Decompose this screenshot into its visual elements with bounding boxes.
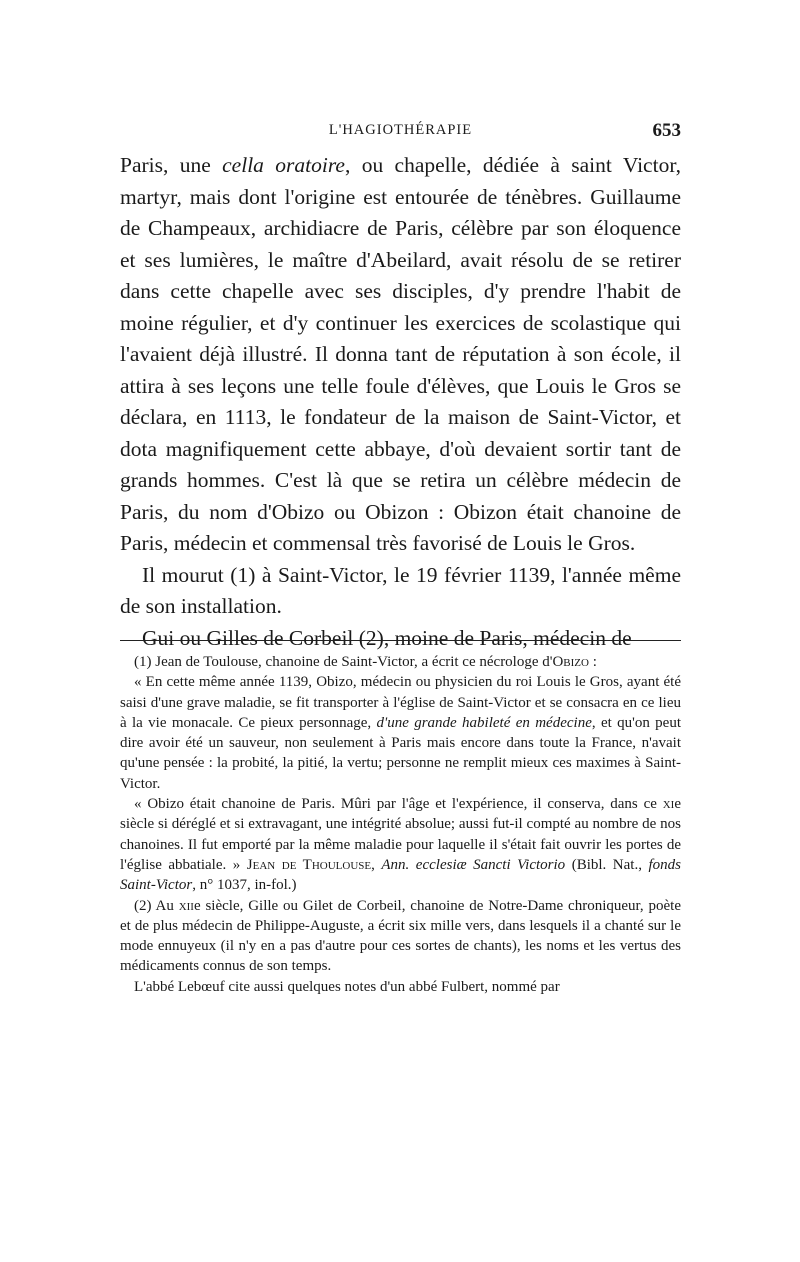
text-run: Paris, une: [120, 153, 223, 177]
page-header: [120, 120, 681, 144]
footnotes: [120, 652, 681, 997]
text-run: , n° 1037, in-fol.): [192, 877, 297, 894]
text-run: (1) Jean de Toulouse, chanoine de Saint-Victor, a écrit ce nécrologe d': [134, 654, 553, 670]
footnote-1-intro: [120, 652, 681, 672]
paragraph-3: Gui ou Gilles de Corbeil (2), moine de Paris, médecin de: [142, 625, 632, 650]
author-name: Jean de Thoulouse: [246, 856, 372, 873]
text-run: , et qu'on peut dire avoir été un sauveur, non seulement à Paris mais encore dans toute la France, n'avait qu'une pensée : la probité, la pitié, la vertu; personne ne remplit mieux ces maximes à Saint-Victor.: [120, 714, 682, 792]
footnote-continuation: L'abbé Lebœuf cite aussi quelques notes d'un abbé Fulbert, nommé par: [134, 978, 560, 995]
italic-run: d'une grande habileté en médecine: [376, 714, 592, 731]
work-title: Ann. ecclesiæ Sancti Victorio: [381, 856, 566, 873]
main-text: [120, 150, 681, 654]
text-run: , ou chapelle, dédiée à saint Victor, martyr, mais dont l'origine est entourée de ténèbres. Guillaume de Champeaux, archidiacre de Paris, célèbre par son éloquence et ses lumières, le maître d'Abeilard, avait résolu de se retirer dans cette chapelle avec ses disciples, d'y prendre l'habit de moine régulier, et d'y continuer les exercices de scolastique qui l'avaient déjà illustré. Il donna tant de réputation à son école, il attira à ses leçons une telle foule d'élèves, que Louis le Gros se déclara, en 1113, le fondateur de la maison de Saint-Victor, et dota magnifiquement cette abbaye, d'où devaient sortir tant de grands hommes. C'est là que se retira un célèbre médecin de Paris, du nom d'Obizo ou Obizon : Obizon était chanoine de Paris, médecin et commensal très favorisé de Louis le Gros.: [120, 153, 681, 555]
smallcaps-run: xi: [662, 796, 675, 813]
paragraph-1: [120, 150, 681, 560]
text-run: « Obizo était chanoine de Paris. Mûri par l'âge et l'expérience, il conserva, dans ce: [134, 796, 663, 813]
footnote-2: [120, 896, 681, 977]
paragraph-2: Il mourut (1) à Saint-Victor, le 19 février 1139, l'année même de son installation.: [120, 562, 681, 618]
text-run: :: [588, 654, 597, 670]
italic-run: fonds Saint-Victor: [120, 856, 681, 894]
page-number: 653: [652, 120, 681, 141]
smallcaps-run: xii: [178, 897, 194, 914]
footnote-1-quote-1: [120, 672, 681, 794]
text-run: e siècle si déréglé et si extravagant, une intégrité absolue; aussi fut-il compté au nombre de nos chanoines. Il fut emporté par la même maladie pour laquelle il s'était fait ouvrir les portes de l'église abbatiale. »: [120, 796, 681, 873]
running-title: L'HAGIOTHÉRAPIE: [328, 122, 473, 138]
text-run: e siècle, Gille ou Gilet de Corbeil, chanoine de Notre-Dame chroniqueur, poète et de plus médecin de Philippe-Auguste, a écrit six mille vers, dans lesquels il a chanté sur le mode ennuyeux (il n'y en a pas d'autre pour ces sortes de chants), les noms et les vertus des médicaments connus de son temps.: [120, 897, 682, 975]
text-run: « En cette même année 1139, Obizo, médecin ou physicien du roi Louis le Gros, ayant été saisi d'une grave maladie, se fit transporter à l'église de Saint-Victor et se consacra en ce lieu à la vie monacale. Ce pieux personnage,: [120, 674, 681, 731]
footnote-divider: [120, 640, 681, 641]
footnote-1-quote-2: [120, 794, 681, 895]
text-run: ,: [371, 856, 382, 873]
italic-run: cella oratoire: [222, 153, 345, 177]
text-run: (Bibl. Nat.,: [565, 856, 649, 873]
text-run: (2) Au: [134, 897, 179, 914]
smallcaps-run: Obizo: [552, 654, 589, 670]
